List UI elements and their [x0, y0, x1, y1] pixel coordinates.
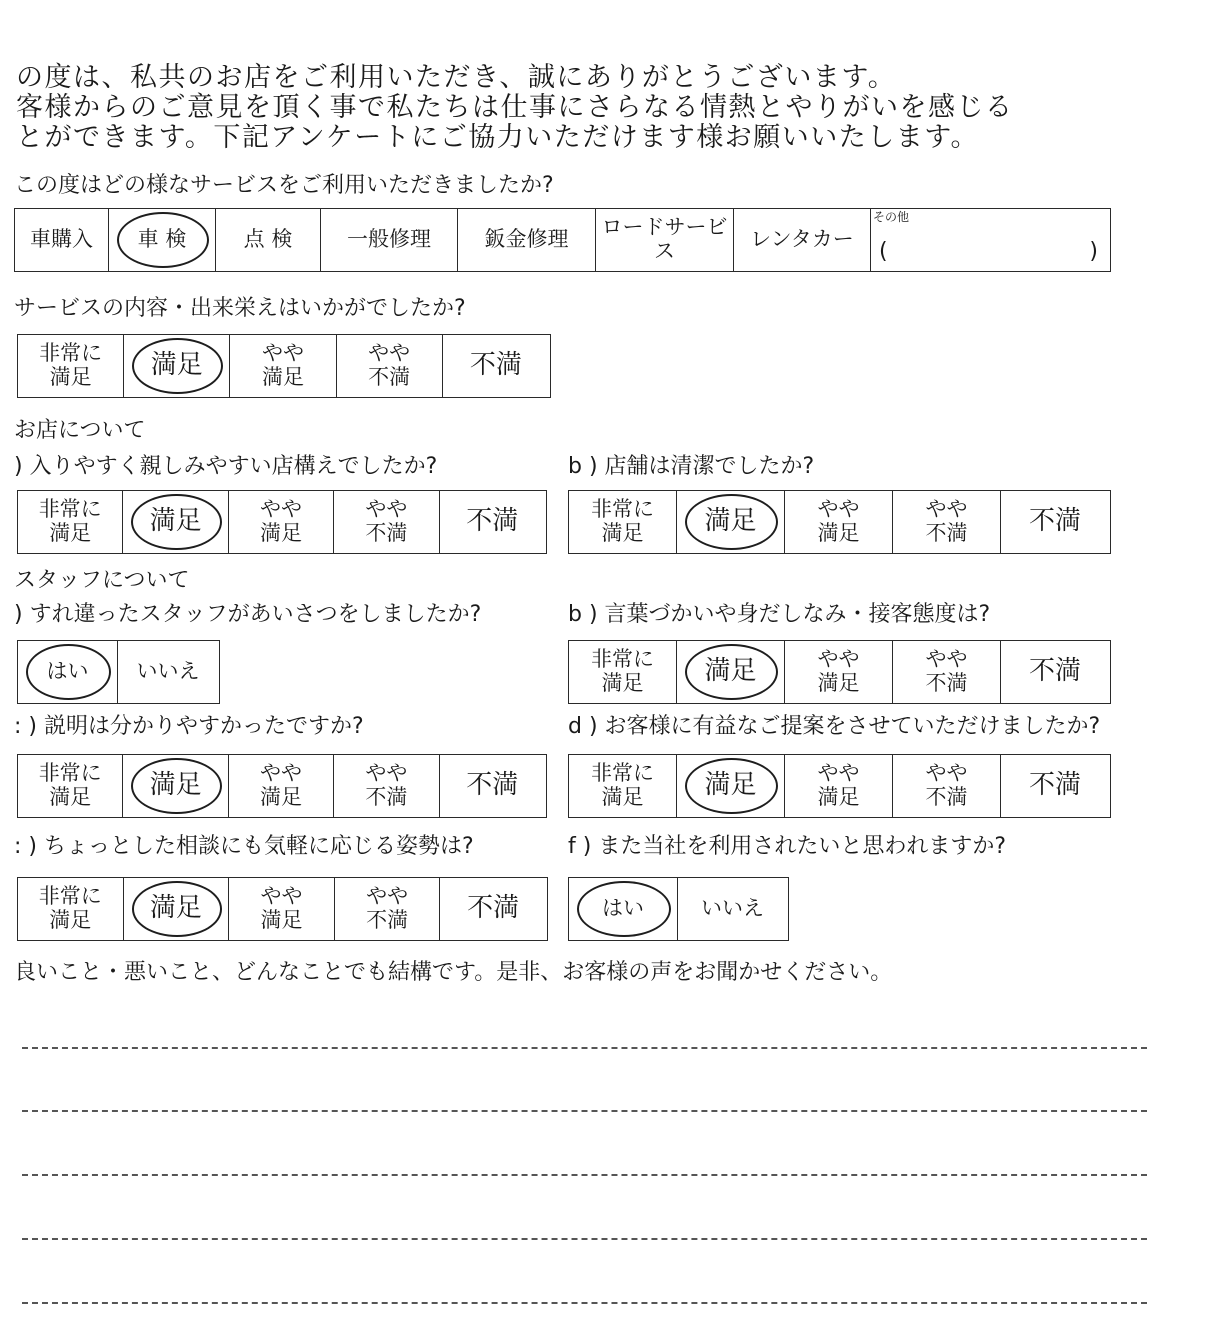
option-label: 不満 [469, 350, 522, 381]
rating-option[interactable] [123, 755, 228, 817]
option-label: 非常に 満足 [591, 647, 654, 695]
option-label: やや 不満 [925, 761, 968, 809]
option-label: やや 満足 [817, 761, 860, 809]
service-option[interactable] [458, 209, 596, 271]
option-label: 不満 [466, 770, 519, 801]
service-option[interactable] [321, 209, 458, 271]
option-label: いいえ [701, 896, 764, 921]
option-label: やや 満足 [261, 341, 304, 389]
rating-option[interactable] [18, 878, 124, 940]
rating-option[interactable] [124, 878, 230, 940]
rating-option[interactable] [18, 491, 123, 553]
q2-options [17, 334, 551, 398]
rating-option[interactable] [440, 755, 545, 817]
staff-a-options [17, 640, 220, 704]
rating-option[interactable] [893, 491, 1001, 553]
rating-option[interactable] [677, 755, 785, 817]
shop-b-options [568, 490, 1111, 554]
option-label: 点 検 [243, 227, 293, 252]
service-option[interactable] [596, 209, 734, 271]
rating-option[interactable] [569, 641, 677, 703]
rating-option[interactable] [334, 755, 439, 817]
comment-line[interactable] [22, 1302, 1147, 1304]
option-label: やや 満足 [259, 497, 302, 545]
option-label: 非常に 満足 [38, 497, 102, 545]
option-label: レンタカー [750, 227, 854, 252]
shop-heading: お店について [14, 418, 146, 443]
other-label: その他 [873, 210, 910, 224]
intro-line-3: とができます。下記アンケートにご協力いただけます様お願いいたします。 [16, 122, 980, 153]
rating-option[interactable] [1001, 755, 1109, 817]
staff-d-options [568, 754, 1111, 818]
rating-option[interactable] [1001, 641, 1109, 703]
option-label: やや 満足 [260, 884, 303, 932]
rating-option[interactable] [229, 878, 335, 940]
rating-option[interactable] [677, 491, 785, 553]
rating-option[interactable] [124, 335, 230, 397]
option-label: 非常に 満足 [38, 761, 102, 809]
shop-a-options [17, 490, 547, 554]
rating-option[interactable] [123, 491, 228, 553]
q1-options [14, 208, 1111, 272]
shop-b-question: b ) 店舗は清潔でしたか? [568, 454, 815, 479]
option-label: 不満 [467, 893, 520, 924]
staff-c-options [17, 754, 547, 818]
option-label: 車 検 [137, 227, 187, 252]
staff-heading: スタッフについて [14, 568, 190, 593]
rating-option[interactable] [443, 335, 549, 397]
option-label: 非常に 満足 [591, 497, 654, 545]
option-label: 車購入 [30, 227, 93, 252]
option-label: やや 不満 [365, 761, 408, 809]
option-label: 不満 [1028, 656, 1081, 687]
rating-option[interactable] [440, 878, 546, 940]
option-label: 不満 [466, 506, 519, 537]
option-label: やや 不満 [366, 884, 409, 932]
option-label: 満足 [150, 350, 203, 381]
rating-option[interactable] [229, 491, 334, 553]
comment-line[interactable] [22, 1174, 1147, 1176]
rating-option[interactable] [334, 491, 439, 553]
staff-e-options [17, 877, 548, 941]
rating-option[interactable] [893, 755, 1001, 817]
option-label: 一般修理 [347, 227, 431, 252]
q1-question: この度はどの様なサービスをご利用いただきましたか? [14, 173, 554, 198]
other-paren-close: ) [1089, 239, 1098, 264]
rating-option[interactable] [569, 491, 677, 553]
rating-option[interactable] [569, 755, 677, 817]
option-label: 満足 [704, 656, 757, 687]
option-label: やや 不満 [925, 497, 968, 545]
service-option[interactable] [734, 209, 871, 271]
option-label: はい [46, 659, 89, 684]
option-label: 非常に 満足 [591, 761, 654, 809]
option-label: やや 満足 [259, 761, 302, 809]
option-label: 満足 [149, 893, 202, 924]
staff-a-question: ) すれ違ったスタッフがあいさつをしましたか? [14, 602, 482, 627]
option-label: やや 不満 [368, 341, 411, 389]
option-label: やや 不満 [365, 497, 408, 545]
option-label: ロードサービス [601, 215, 728, 263]
staff-b-options [568, 640, 1111, 704]
option-label: 満足 [704, 506, 757, 537]
other-paren-open: ( [879, 239, 888, 264]
option-label: 不満 [1028, 770, 1081, 801]
comments-prompt: 良いこと・悪いこと、どんなことでも結構です。是非、お客様の声をお聞かせください。 [14, 960, 893, 985]
comment-line[interactable] [22, 1110, 1147, 1112]
option-label: 非常に 満足 [39, 341, 103, 389]
yesno-option[interactable] [18, 641, 118, 703]
comment-line[interactable] [22, 1238, 1147, 1240]
staff-f-options [568, 877, 789, 941]
staff-c-question: : ) 説明は分かりやすかったですか? [14, 714, 364, 739]
rating-option[interactable] [893, 641, 1001, 703]
option-label: 鈑金修理 [484, 227, 569, 252]
staff-b-question: b ) 言葉づかいや身だしなみ・接客態度は? [568, 602, 991, 627]
rating-option[interactable] [335, 878, 441, 940]
staff-e-question: : ) ちょっとした相談にも気軽に応じる姿勢は? [14, 834, 474, 859]
option-label: やや 満足 [817, 647, 860, 695]
rating-option[interactable] [440, 491, 545, 553]
q2-question: サービスの内容・出来栄えはいかがでしたか? [14, 296, 466, 321]
option-label: いいえ [136, 659, 200, 684]
yesno-option[interactable] [678, 878, 787, 940]
service-option[interactable] [109, 209, 216, 271]
rating-option[interactable] [230, 335, 336, 397]
staff-f-question: f ) また当社を利用されたいと思われますか? [568, 834, 1006, 859]
option-label: 満足 [149, 770, 202, 801]
option-label: やや 不満 [925, 647, 968, 695]
shop-a-question: ) 入りやすく親しみやすい店構えでしたか? [14, 454, 438, 479]
rating-option[interactable] [337, 335, 443, 397]
option-label: 非常に 満足 [38, 884, 102, 932]
rating-option[interactable] [785, 491, 893, 553]
option-label: 満足 [149, 506, 202, 537]
rating-option[interactable] [1001, 491, 1109, 553]
rating-option[interactable] [229, 755, 334, 817]
intro-line-1: の度は、私共のお店をご利用いただき、誠にありがとうございます。 [16, 62, 897, 93]
rating-option[interactable] [785, 641, 893, 703]
option-label: やや 満足 [817, 497, 860, 545]
rating-option[interactable] [18, 335, 124, 397]
service-option[interactable] [216, 209, 321, 271]
comment-line[interactable] [22, 1047, 1147, 1049]
yesno-option[interactable] [569, 878, 678, 940]
rating-option[interactable] [785, 755, 893, 817]
service-option[interactable] [15, 209, 109, 271]
option-label: はい [602, 896, 644, 921]
intro-line-2: 客様からのご意見を頂く事で私たちは仕事にさらなる情熱とやりがいを感じる [16, 92, 1014, 123]
rating-option[interactable] [677, 641, 785, 703]
service-option-other[interactable] [871, 209, 1110, 271]
yesno-option[interactable] [118, 641, 218, 703]
rating-option[interactable] [18, 755, 123, 817]
option-label: 満足 [704, 770, 757, 801]
staff-d-question: d ) お客様に有益なご提案をさせていただけましたか? [568, 714, 1101, 739]
option-label: 不満 [1028, 506, 1081, 537]
